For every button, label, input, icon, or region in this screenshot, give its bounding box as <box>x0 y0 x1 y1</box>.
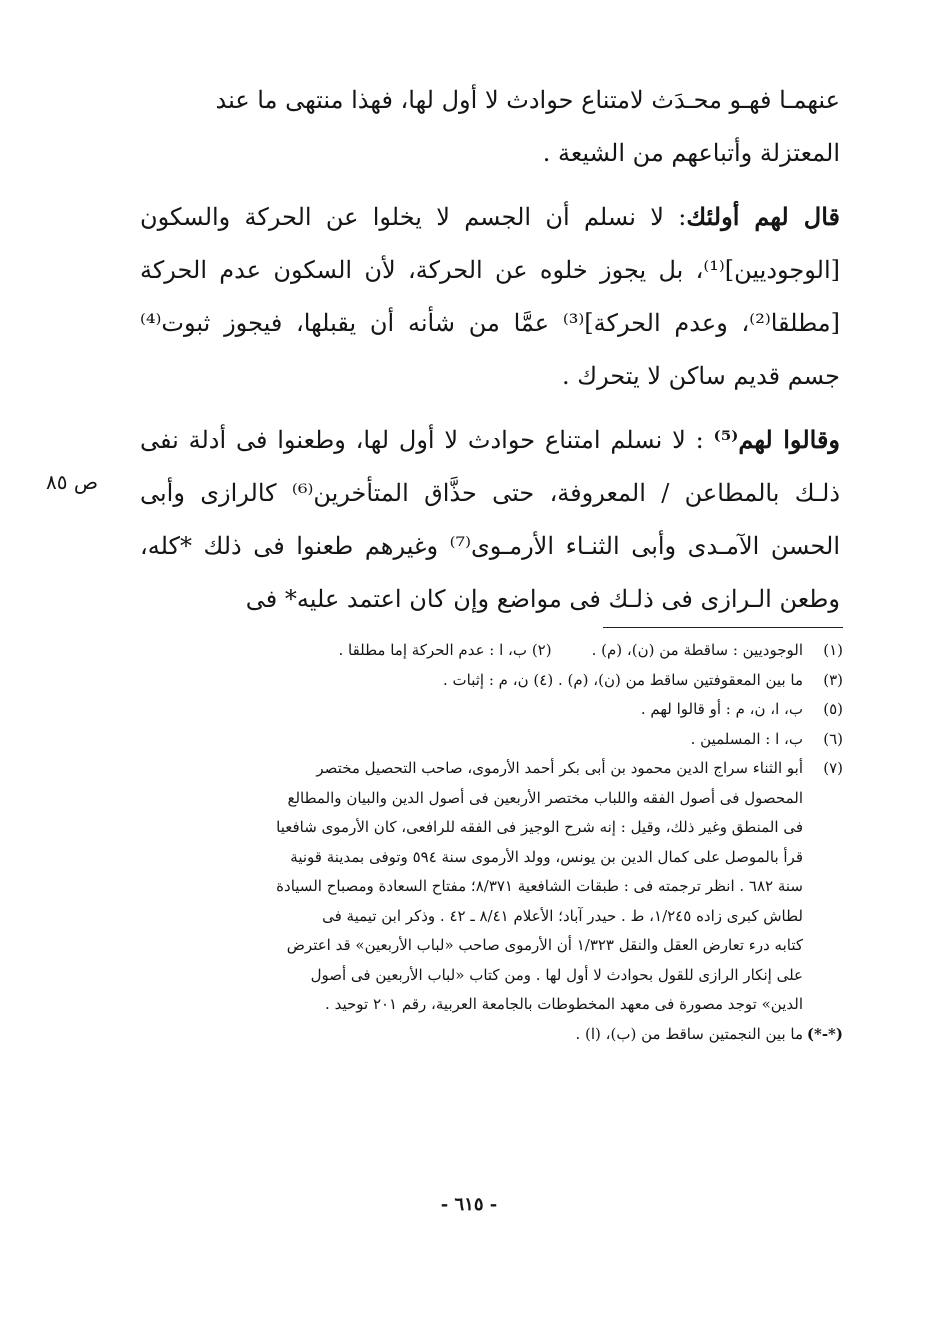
footnote-4-text: ن، م : إثبات . <box>443 670 529 689</box>
footnote-divider <box>603 627 843 628</box>
main-text <box>140 74 840 626</box>
footnote-7-line: فى المنطق وغير ذلك، وقيل : إنه شرح الوجيز فى الفقه للرافعى، كان الأرموى شافعيا <box>276 818 803 836</box>
page-number: - ٦١٥ - <box>440 1194 498 1215</box>
footnote-7-line: سنة ٦٨٢ . انظر ترجمته فى : طبقات الشافعية ٨/٣٧١؛ مفتاح السعادة ومصباح السيادة <box>276 877 803 895</box>
paragraph-3-lead: وقالوا لهم⁽⁵⁾ <box>713 425 841 454</box>
footnote-1-text: الوجوديين : ساقطة من (ن)، (م) . <box>591 641 803 659</box>
footnote-2-text: ب، ا : عدم الحركة إما مطلقا . <box>338 641 528 659</box>
footnote-number: (١) <box>823 641 843 659</box>
footnote-number: (٣) <box>823 670 843 689</box>
footnote-text <box>143 666 803 696</box>
footnote-row <box>143 636 843 666</box>
footnote-4-number: (٤) <box>533 670 554 689</box>
footnote-7-line: لطاش كبرى زاده ١/٢٤٥، ط . حيدر آباد؛ الأعلام ٨/٤١ ـ ٤٢ . وذكر ابن تيمية فى <box>322 906 803 925</box>
footnote-7-line: الدين» توجد مصورة فى معهد المخطوطات بالجامعة العربية، رقم ٢٠١ توحيد . <box>325 995 803 1013</box>
footnote-7-line: كتابه درء تعارض العقل والنقل ١/٣٢٣ أن الأرموى صاحب «لباب الأربعين» قد اعترض <box>286 936 803 954</box>
footnotes <box>143 636 843 1049</box>
paragraph-3 <box>140 413 840 626</box>
footnote-7-line: على إنكار الرازى للقول بحوادث لا أول لها . ومن كتاب «لباب الأربعين فى أصول <box>310 965 803 984</box>
paragraph-2-body: : لا نسلم أن الجسم لا يخلوا عن الحركة والسكون [الوجوديين]⁽¹⁾، بل يجوز خلوه عن الحركة، لأن السكون عدم الحركة [مطلقا⁽²⁾، وعدم الحركة]⁽³⁾ عمَّا من شأنه أن يقبلها، فيجوز ثبوت⁽⁴⁾ جسم قديم ساكن لا يتحرك . <box>140 203 841 390</box>
footnote-row <box>143 666 843 696</box>
footnote-number: (٦) <box>823 729 843 748</box>
paragraph-2 <box>140 190 840 403</box>
footnote-2-number: (٢) <box>531 641 552 659</box>
footnote-3-text: ما بين المعقوفتين ساقط من (ن)، (م) . <box>557 670 803 689</box>
footnote-text <box>143 636 803 666</box>
footnote-5-text: ب، ا، ن، م : أو قالوا لهم . <box>640 700 803 718</box>
footnote-row <box>143 725 843 755</box>
margin-page-reference: ص ٨٥ <box>46 470 99 494</box>
footnote-7-line: المحصول فى أصول الفقه واللباب مختصر الأربعين فى أصول الدين والبيان والمطالع <box>287 788 803 807</box>
footnote-7-line: قرأ بالموصل على كمال الدين بن يونس، وولد الأرموى سنة ٥٩٤ وتوفى بمدينة قونية <box>290 847 803 866</box>
paragraph-2-lead: قال لهم أولئك <box>686 202 840 231</box>
footnote-row <box>143 754 843 1020</box>
footnote-number: (*-*) <box>806 1024 843 1043</box>
footnote-number: (٥) <box>823 700 843 718</box>
footnote-asterisk-text: ما بين النجمتين ساقط من (ب)، (ا) . <box>575 1024 803 1043</box>
footnote-row <box>143 1020 843 1050</box>
paragraph-3-body: : لا نسلم امتناع حوادث لا أول لها، وطعنوا فى أدلة نفى ذلـك بالمطاعن / المعروفة، حتى حذَّاق المتأخرين⁽⁶⁾ كالرازى وأبى الحسن الآمـدى وأبى الثنـاء الأرمـوى⁽⁷⁾ وغيرهم طعنوا فى ذلك *كله، وطعن الـرازى فى ذلـك فى مواضع وإن كان اعتمد عليه* فى <box>140 426 840 613</box>
footnote-7-line: أبو الثناء سراج الدين محمود بن أبى بكر أحمد الأرموى، صاحب التحصيل مختصر <box>316 759 803 777</box>
footnote-number: (٧) <box>823 759 843 777</box>
footnote-7-text <box>143 754 803 1020</box>
footnote-row <box>143 695 843 725</box>
paragraph-1-line-1: عنهمـا فهـو محـدَث لامتناع حوادث لا أول لها، فهذا منتهى ما عند <box>215 86 840 114</box>
footnote-6-text: ب، ا : المسلمين . <box>690 729 803 748</box>
paragraph-1-line-2: المعتزلة وأتباعهم من الشيعة . <box>542 139 840 167</box>
